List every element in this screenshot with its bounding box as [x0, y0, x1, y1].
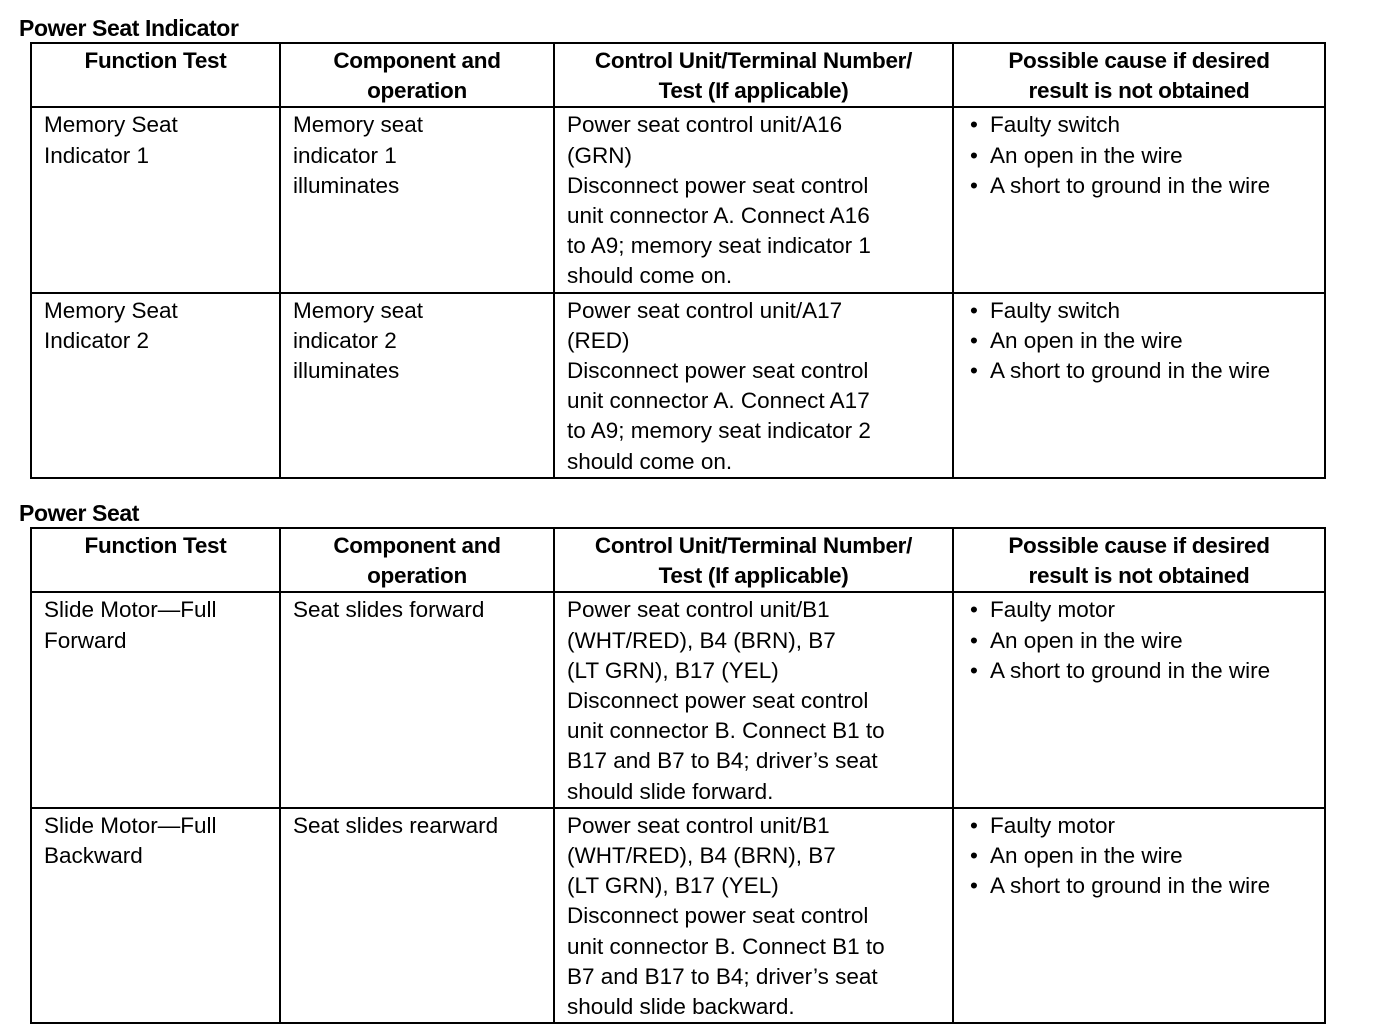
- header-text-line: Possible cause if desired: [1008, 533, 1270, 558]
- cause-list-item: • Faulty switch: [966, 110, 1314, 140]
- header-component-operation: [280, 43, 554, 107]
- cell-possible-cause: [953, 107, 1325, 292]
- power-seat-table: [30, 527, 1326, 1024]
- cell-text-line: Disconnect power seat control: [567, 172, 869, 198]
- cell-text-line: (WHT/RED), B4 (BRN), B7: [567, 627, 836, 653]
- cause-list-item: • A short to ground in the wire: [966, 356, 1314, 386]
- cell-component: [280, 808, 554, 1023]
- cell-text-line: should come on.: [567, 263, 733, 289]
- header-component-operation: [280, 528, 554, 592]
- cell-text-line: to A9; memory seat indicator 2: [567, 418, 871, 444]
- cause-list-item: • Faulty motor: [966, 595, 1314, 625]
- cell-text-line: (GRN): [567, 142, 632, 168]
- cell-text-line: unit connector B. Connect B1 to: [567, 933, 885, 959]
- cell-text-line: (LT GRN), B17 (YEL): [567, 657, 779, 683]
- cell-function-test: [31, 808, 280, 1023]
- cell-function-test: [31, 107, 280, 292]
- cause-list-item: • A short to ground in the wire: [966, 656, 1314, 686]
- table-header-row: [31, 43, 1325, 107]
- header-text-line: operation: [367, 563, 467, 589]
- cell-text-line: Power seat control unit/B1: [567, 812, 830, 838]
- cause-list-item: • An open in the wire: [966, 626, 1314, 656]
- cell-text-line: Seat slides rearward: [293, 812, 499, 838]
- cell-text-line: Memory seat: [293, 297, 424, 323]
- header-text-line: Possible cause if desired: [1008, 48, 1270, 73]
- cause-list-item: • Faulty motor: [966, 811, 1314, 841]
- cause-list-item: • An open in the wire: [966, 841, 1314, 871]
- cell-text-line: Disconnect power seat control: [567, 903, 869, 929]
- cell-text-line: unit connector A. Connect A17: [567, 388, 870, 414]
- cell-text-line: (RED): [567, 327, 630, 353]
- cell-text-line: Memory seat: [293, 112, 424, 138]
- header-possible-cause: [953, 528, 1325, 592]
- cell-text-line: should slide forward.: [567, 778, 774, 804]
- header-text-line: Control Unit/Terminal Number/: [594, 533, 913, 558]
- cell-function-test: [31, 592, 280, 807]
- header-text-line: Control Unit/Terminal Number/: [594, 48, 913, 73]
- section-title-power-seat-indicator: Power Seat Indicator: [19, 15, 239, 41]
- cause-list: [966, 811, 1314, 902]
- cell-text-line: to A9; memory seat indicator 1: [567, 233, 871, 259]
- cell-control-unit: [554, 293, 953, 478]
- cause-list: [966, 296, 1314, 387]
- header-text-line: Test (If applicable): [658, 563, 849, 589]
- cause-list-item: • An open in the wire: [966, 326, 1314, 356]
- header-text-line: Component and: [333, 533, 501, 558]
- cell-text-line: Disconnect power seat control: [567, 358, 869, 384]
- cell-text-line: should come on.: [567, 448, 733, 474]
- cell-text-line: Seat slides forward: [293, 597, 485, 623]
- cell-text-line: Forward: [44, 627, 127, 653]
- power-seat-indicator-table: [30, 42, 1326, 479]
- table-row: [31, 808, 1325, 1023]
- cell-possible-cause: [953, 293, 1325, 478]
- cell-text-line: indicator 2: [293, 327, 397, 353]
- header-text-line: result is not obtained: [1028, 563, 1250, 589]
- table-header-row: [31, 528, 1325, 592]
- cell-text-line: Power seat control unit/A17: [567, 297, 843, 323]
- cell-function-test: [31, 293, 280, 478]
- header-text-line: Component and: [333, 48, 501, 73]
- cell-text-line: Slide Motor—Full: [44, 597, 217, 623]
- cell-text-line: B7 and B17 to B4; driver’s seat: [567, 963, 878, 989]
- cell-text-line: Indicator 1: [44, 142, 150, 168]
- header-text-line: Test (If applicable): [658, 78, 849, 104]
- cell-text-line: Indicator 2: [44, 327, 150, 353]
- header-text-line: Function Test: [84, 533, 227, 558]
- cell-text-line: Power seat control unit/A16: [567, 112, 843, 138]
- cell-text-line: B17 and B7 to B4; driver’s seat: [567, 748, 878, 774]
- cell-text-line: unit connector B. Connect B1 to: [567, 718, 885, 744]
- cell-control-unit: [554, 808, 953, 1023]
- cell-text-line: unit connector A. Connect A16: [567, 203, 870, 229]
- cause-list: [966, 110, 1314, 201]
- cell-possible-cause: [953, 592, 1325, 807]
- cell-control-unit: [554, 592, 953, 807]
- cell-text-line: Disconnect power seat control: [567, 688, 869, 714]
- cause-list-item: • Faulty switch: [966, 296, 1314, 326]
- header-control-unit: [554, 528, 953, 592]
- header-text-line: result is not obtained: [1028, 78, 1250, 104]
- header-possible-cause: [953, 43, 1325, 107]
- cell-text-line: should slide backward.: [567, 994, 795, 1020]
- cell-text-line: indicator 1: [293, 142, 397, 168]
- table-row: [31, 107, 1325, 292]
- cause-list-item: • An open in the wire: [966, 141, 1314, 171]
- cell-text-line: Memory Seat: [44, 112, 178, 138]
- header-control-unit: [554, 43, 953, 107]
- cause-list-item: • A short to ground in the wire: [966, 871, 1314, 901]
- header-text-line: operation: [367, 78, 467, 104]
- header-text-line: Function Test: [84, 48, 227, 73]
- cell-component: [280, 293, 554, 478]
- cell-text-line: (LT GRN), B17 (YEL): [567, 873, 779, 899]
- cell-text-line: illuminates: [293, 358, 400, 384]
- cell-possible-cause: [953, 808, 1325, 1023]
- cell-control-unit: [554, 107, 953, 292]
- cell-text-line: Memory Seat: [44, 297, 178, 323]
- cell-text-line: illuminates: [293, 172, 400, 198]
- cell-text-line: Power seat control unit/B1: [567, 597, 830, 623]
- cause-list-item: • A short to ground in the wire: [966, 171, 1314, 201]
- cause-list: [966, 595, 1314, 686]
- cell-text-line: Slide Motor—Full: [44, 812, 217, 838]
- section-title-power-seat: Power Seat: [19, 500, 139, 526]
- cell-text-line: (WHT/RED), B4 (BRN), B7: [567, 843, 836, 869]
- table-row: [31, 592, 1325, 807]
- header-function-test: [31, 528, 280, 592]
- cell-component: [280, 107, 554, 292]
- header-function-test: [31, 43, 280, 107]
- table-row: [31, 293, 1325, 478]
- cell-text-line: Backward: [44, 843, 143, 869]
- cell-component: [280, 592, 554, 807]
